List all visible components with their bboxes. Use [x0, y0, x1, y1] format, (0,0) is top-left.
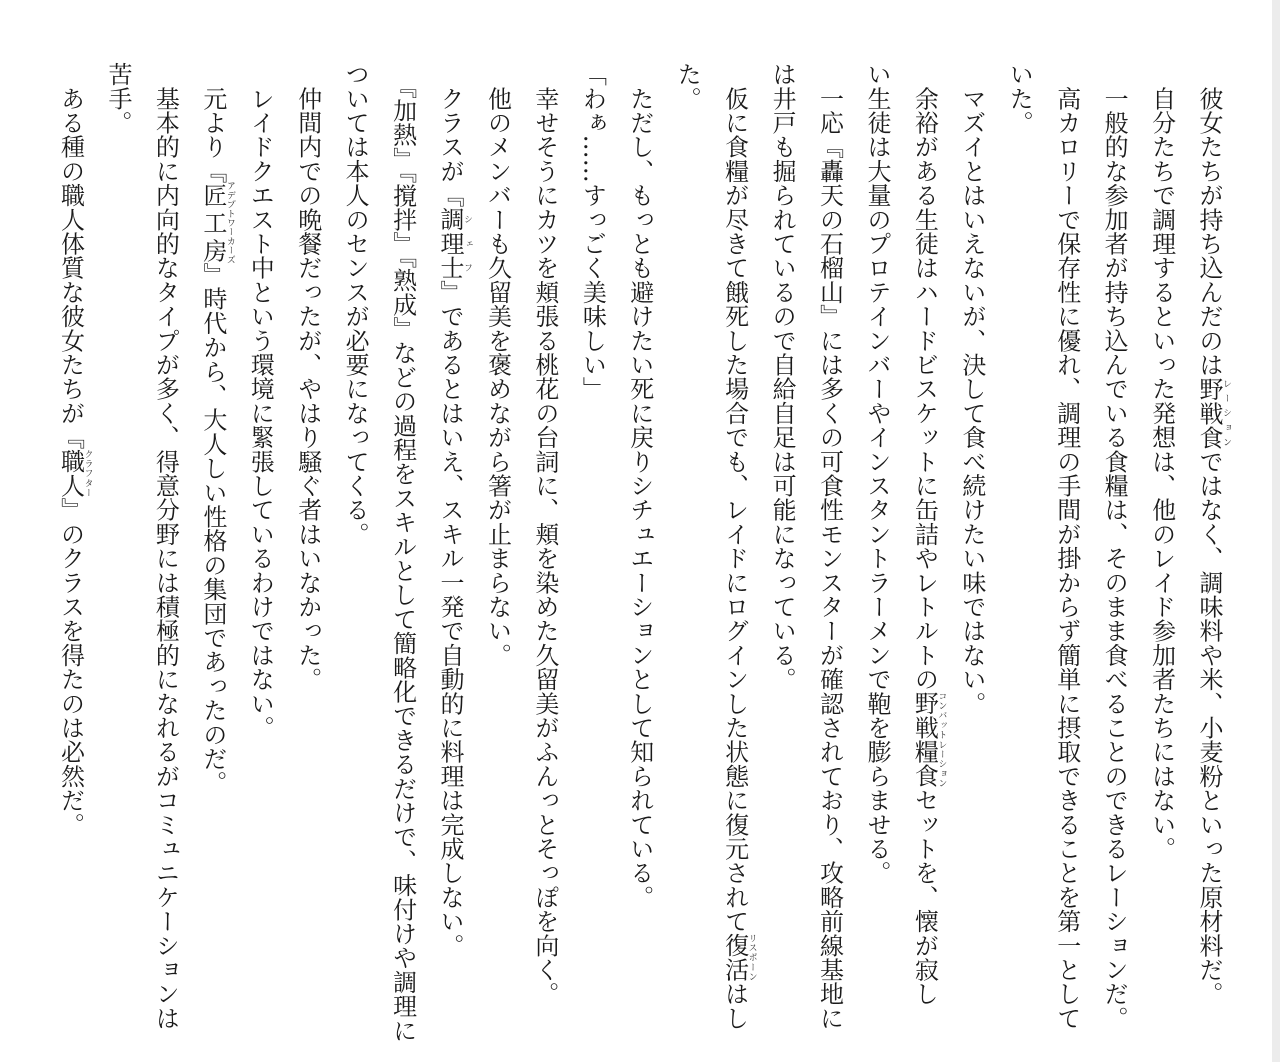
text-segment: 』時代から、大人しい性格の集団であったのだ。 — [198, 262, 227, 795]
ruby-reading: シェフ — [462, 207, 472, 280]
text-segment: 自分たちで調理するといった発想は、他のレイド参加者たちにはない。 — [1147, 62, 1176, 861]
text-column — [1137, 62, 1184, 1042]
text-column — [283, 62, 330, 1042]
text-segment: 幸せそうにカツを頬張る桃花の台詞に、頬を染めた久留美がふんっとそっぽを向く。 — [530, 62, 559, 1006]
text-segment: ではなく、調味料や米、小麦粉といった原材料だ。 — [1195, 449, 1223, 1006]
text-column — [94, 62, 141, 1042]
text-column — [900, 62, 947, 1042]
ruby-base: 匠工房 — [198, 181, 227, 265]
text-column — [710, 62, 757, 1042]
text-column — [473, 62, 520, 1042]
ruby-word — [198, 181, 235, 265]
ruby-base: 復活 — [720, 933, 749, 982]
text-segment: ついては本人のセンスが必要になってくる。 — [341, 62, 370, 546]
text-segment: い生徒は大量のプロテインバーやインスタントラーメンで鞄を膨らませる。 — [862, 62, 891, 885]
text-column — [805, 62, 852, 1042]
ruby-word — [910, 691, 947, 789]
ruby-word — [56, 449, 93, 498]
text-column — [331, 62, 378, 1042]
text-segment: た。 — [673, 62, 702, 111]
scrollbar-track[interactable] — [1272, 0, 1280, 1062]
ruby-word — [720, 933, 757, 982]
text-segment: 一応『轟天の石榴山』には多くの可食性モンスターが確認されており、攻略前線基地に — [815, 62, 844, 1030]
ruby-base: 野戦糧食 — [910, 691, 939, 789]
text-column — [1042, 62, 1089, 1042]
text-segment: レイドクエスト中という環境に緊張しているわけではない。 — [246, 62, 275, 740]
text-column — [236, 62, 283, 1042]
ruby-base: 調理士 — [436, 207, 464, 280]
ruby-reading: リスポーン — [746, 933, 757, 982]
text-segment: 仲間内での晩餐だったが、やはり騒ぐ者はいなかった。 — [293, 62, 322, 692]
text-column — [615, 62, 662, 1042]
ruby-reading: レーション — [1221, 376, 1231, 450]
text-column — [188, 62, 235, 1042]
text-segment: いた。 — [1005, 62, 1034, 135]
text-column — [995, 62, 1042, 1042]
ruby-reading: クラフター — [82, 449, 93, 498]
ruby-word — [1195, 376, 1231, 450]
text-column — [1185, 62, 1232, 1042]
text-column — [947, 62, 994, 1042]
text-segment: セットを、懐が寂し — [910, 788, 939, 1006]
text-segment: は井戸も掘られているので自給自足は可能になっている。 — [768, 62, 797, 692]
ruby-reading: アデプトワーカーズ — [224, 181, 235, 265]
text-segment: 彼女たちが持ち込んだのは — [1195, 62, 1223, 377]
text-segment: ある種の職人体質な彼女たちが『 — [56, 62, 85, 450]
text-segment: 余裕がある生徒はハードビスケットに缶詰やレトルトの — [910, 62, 939, 692]
ruby-base: 野戦食 — [1195, 376, 1223, 450]
text-segment: 「わぁ……すっごく美味しい」 — [578, 62, 607, 401]
ruby-base: 職人 — [56, 449, 85, 498]
text-segment: 一般的な参加者が持ち込んでいる食糧は、そのまま食べることのできるレーションだ。 — [1100, 62, 1129, 1030]
text-column — [520, 62, 567, 1042]
text-segment: 苦手。 — [103, 62, 132, 135]
text-column — [378, 62, 425, 1042]
text-segment: 『加熱』『撹拌』『熟成』などの過程をスキルとして簡略化できるだけで、味付けや調理に — [388, 62, 417, 1043]
text-segment: ただし、もっとも避けたい死に戻りシチュエーションとして知られている。 — [625, 62, 654, 909]
text-column — [853, 62, 900, 1042]
text-segment: はし — [720, 981, 749, 1031]
text-column — [46, 62, 93, 1042]
text-segment: 基本的に内向的なタイプが多く、得意分野には積極的になれるがコミュニケーションは — [151, 62, 180, 1030]
text-segment: 元より『 — [198, 62, 227, 183]
vertical-text-page — [46, 62, 1232, 1042]
text-segment: 他のメンバーも久留美を褒めながら箸が止まらない。 — [483, 62, 512, 667]
text-column — [1090, 62, 1137, 1042]
text-segment: 高カロリーで保存性に優れ、調理の手間が掛からず簡単に摂取できることを第一として — [1052, 62, 1081, 1030]
text-segment: 仮に食糧が尽きて餓死した場合でも、レイドにログインした状態に復元されて — [720, 62, 749, 934]
text-column — [568, 62, 615, 1042]
text-column — [758, 62, 805, 1042]
text-column — [141, 62, 188, 1042]
text-segment: マズイとはいえないが、決して食べ続けたい味ではない。 — [957, 62, 986, 716]
text-segment: 』であるとはいえ、スキル一発で自動的に料理は完成しない。 — [436, 279, 464, 958]
text-segment: 』のクラスを得たのは必然だ。 — [56, 497, 85, 837]
text-column — [426, 62, 473, 1042]
ruby-word — [436, 207, 472, 280]
text-segment: クラスが『 — [436, 62, 464, 208]
text-column — [663, 62, 710, 1042]
ruby-reading: コンバットレーション — [936, 691, 947, 789]
